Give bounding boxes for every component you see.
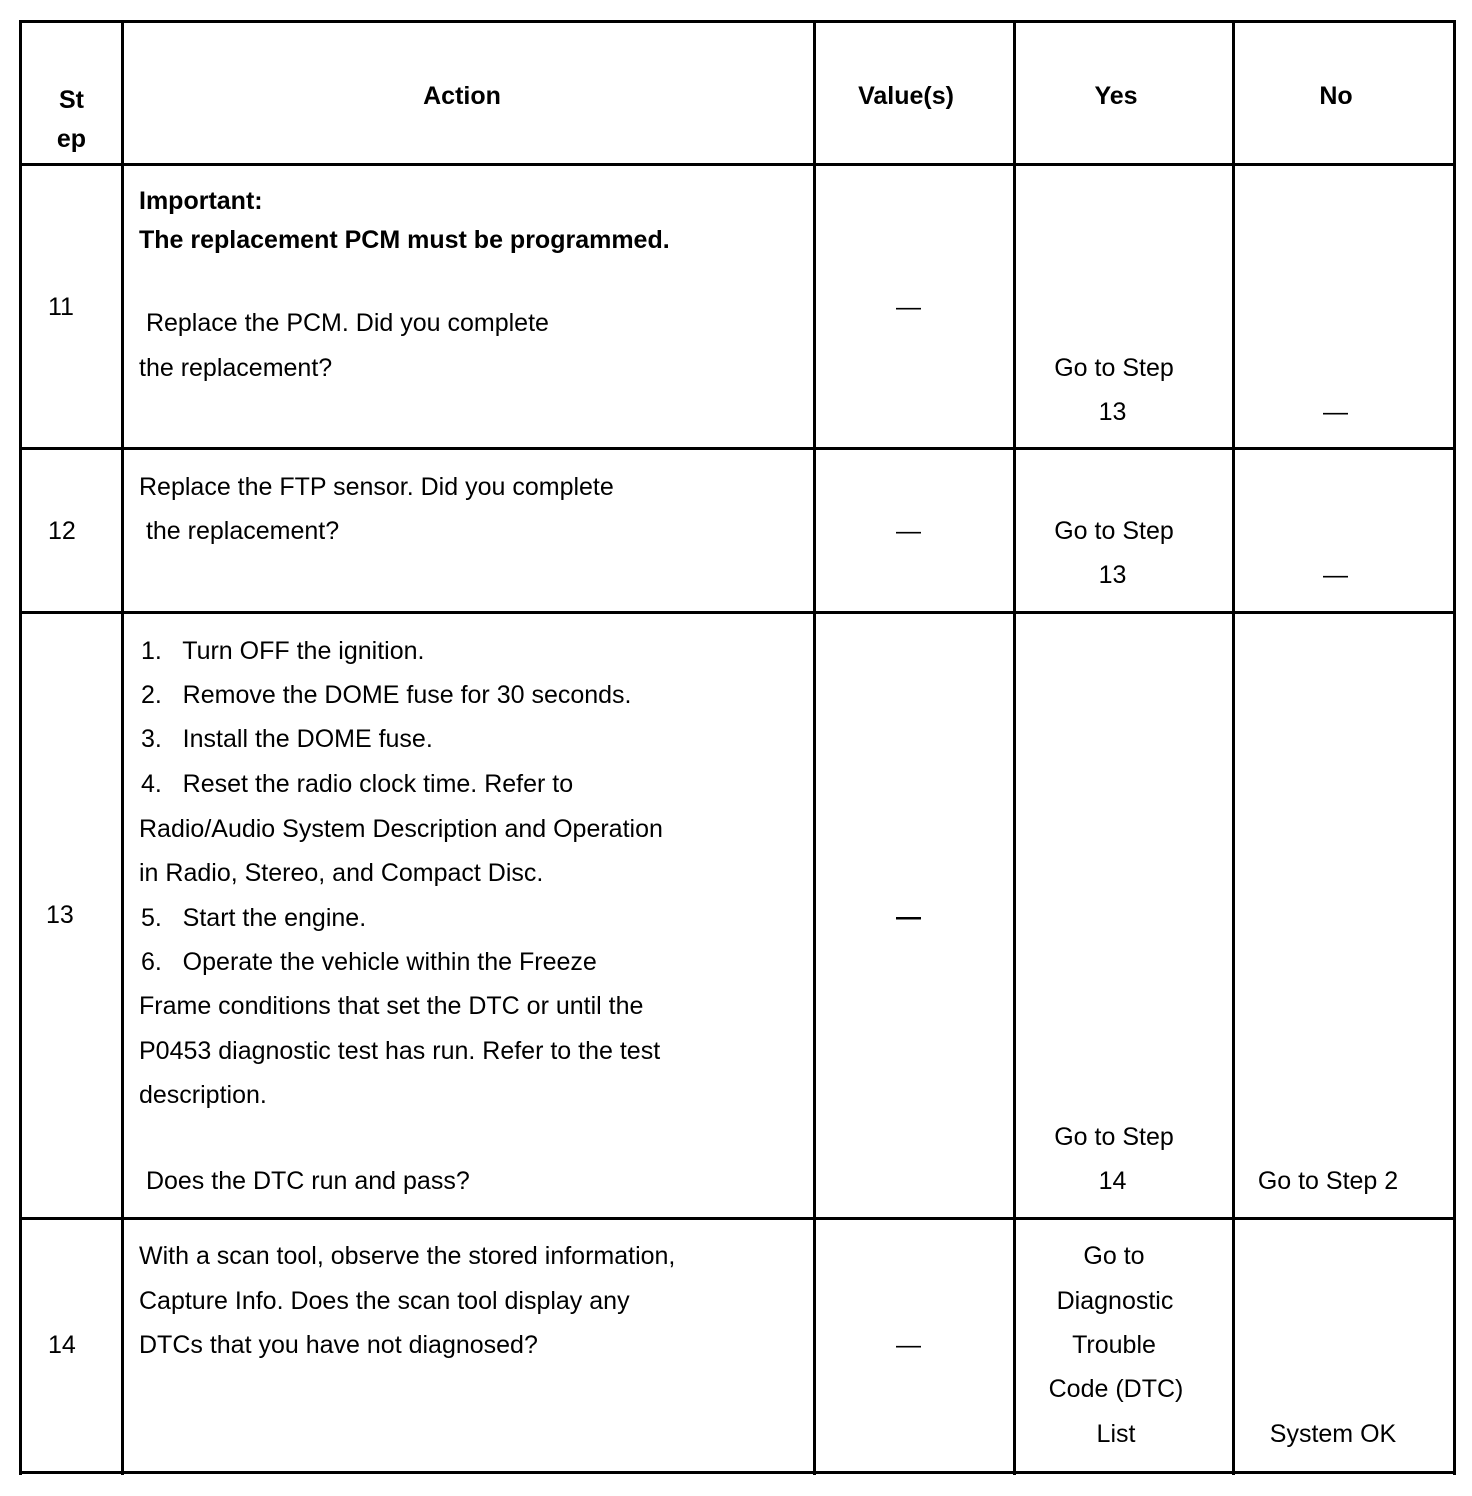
action-line: 1. Turn OFF the ignition.: [141, 637, 425, 665]
action-line: 5. Start the engine.: [141, 904, 367, 932]
value-dash: —: [896, 293, 921, 321]
action-line: Capture Info. Does the scan tool display any: [139, 1287, 630, 1315]
action-line: 2. Remove the DOME fuse for 30 seconds.: [141, 681, 632, 709]
yes-line: Go to Step: [1054, 354, 1174, 382]
action-line: description.: [139, 1081, 267, 1109]
header-step-line: St: [59, 86, 84, 114]
action-line: Frame conditions that set the DTC or until the: [139, 992, 644, 1020]
important-text: The replacement PCM must be programmed.: [139, 226, 670, 254]
action-line: 3. Install the DOME fuse.: [141, 725, 433, 753]
yes-line: Code (DTC): [1048, 1375, 1184, 1403]
no-line: Go to Step 2: [1257, 1167, 1399, 1195]
action-line: the replacement?: [139, 354, 333, 382]
header-divider: [19, 163, 1456, 166]
yes-line: Diagnostic: [1056, 1287, 1174, 1315]
row-divider: [19, 447, 1456, 450]
action-line: 6. Operate the vehicle within the Freeze: [141, 948, 597, 976]
no-dash: —: [1323, 561, 1348, 589]
yes-line: Go to: [1083, 1242, 1145, 1270]
value-dash: —: [896, 903, 921, 931]
action-line: P0453 diagnostic test has run. Refer to the test: [139, 1037, 661, 1065]
step-number: 13: [46, 901, 74, 929]
action-line: 4. Reset the radio clock time. Refer to: [141, 770, 574, 798]
header-values: Value(s): [858, 82, 954, 110]
column-divider: [121, 21, 124, 1475]
action-line: Radio/Audio System Description and Operation: [139, 815, 663, 843]
row-divider: [19, 611, 1456, 614]
yes-line: List: [1096, 1420, 1136, 1448]
header-action: Action: [423, 82, 501, 110]
table-border-right: [1453, 21, 1456, 1475]
value-dash: —: [896, 1331, 921, 1359]
no-dash: —: [1323, 398, 1348, 426]
step-number: 14: [48, 1331, 76, 1359]
yes-line: 13: [1098, 398, 1127, 426]
action-line: in Radio, Stereo, and Compact Disc.: [139, 859, 544, 887]
important-label: Important:: [139, 187, 263, 215]
action-line: Replace the FTP sensor. Did you complete: [139, 473, 614, 501]
action-line: With a scan tool, observe the stored information,: [139, 1242, 676, 1270]
table-border-top: [19, 20, 1456, 23]
row-divider: [19, 1217, 1456, 1220]
table-border-left: [19, 21, 22, 1475]
header-step-line: ep: [56, 125, 87, 153]
table-border-bottom: [19, 1471, 1456, 1474]
column-divider: [1232, 21, 1235, 1475]
yes-line: 13: [1098, 561, 1127, 589]
header-yes: Yes: [1094, 82, 1138, 110]
header-no: No: [1319, 82, 1353, 110]
yes-line: Go to Step: [1054, 517, 1174, 545]
header-step: [22, 81, 121, 159]
yes-line: Trouble: [1072, 1331, 1156, 1359]
column-divider: [813, 21, 816, 1475]
yes-line: 14: [1098, 1167, 1127, 1195]
yes-line: Go to Step: [1054, 1123, 1174, 1151]
action-line: DTCs that you have not diagnosed?: [139, 1331, 538, 1359]
no-line: System OK: [1269, 1420, 1397, 1448]
action-line: Replace the PCM. Did you complete: [139, 309, 549, 337]
step-number: 12: [48, 517, 76, 545]
value-dash: —: [896, 517, 921, 545]
action-line: the replacement?: [139, 517, 340, 545]
action-line: Does the DTC run and pass?: [139, 1167, 470, 1195]
step-number: 11: [48, 293, 74, 321]
